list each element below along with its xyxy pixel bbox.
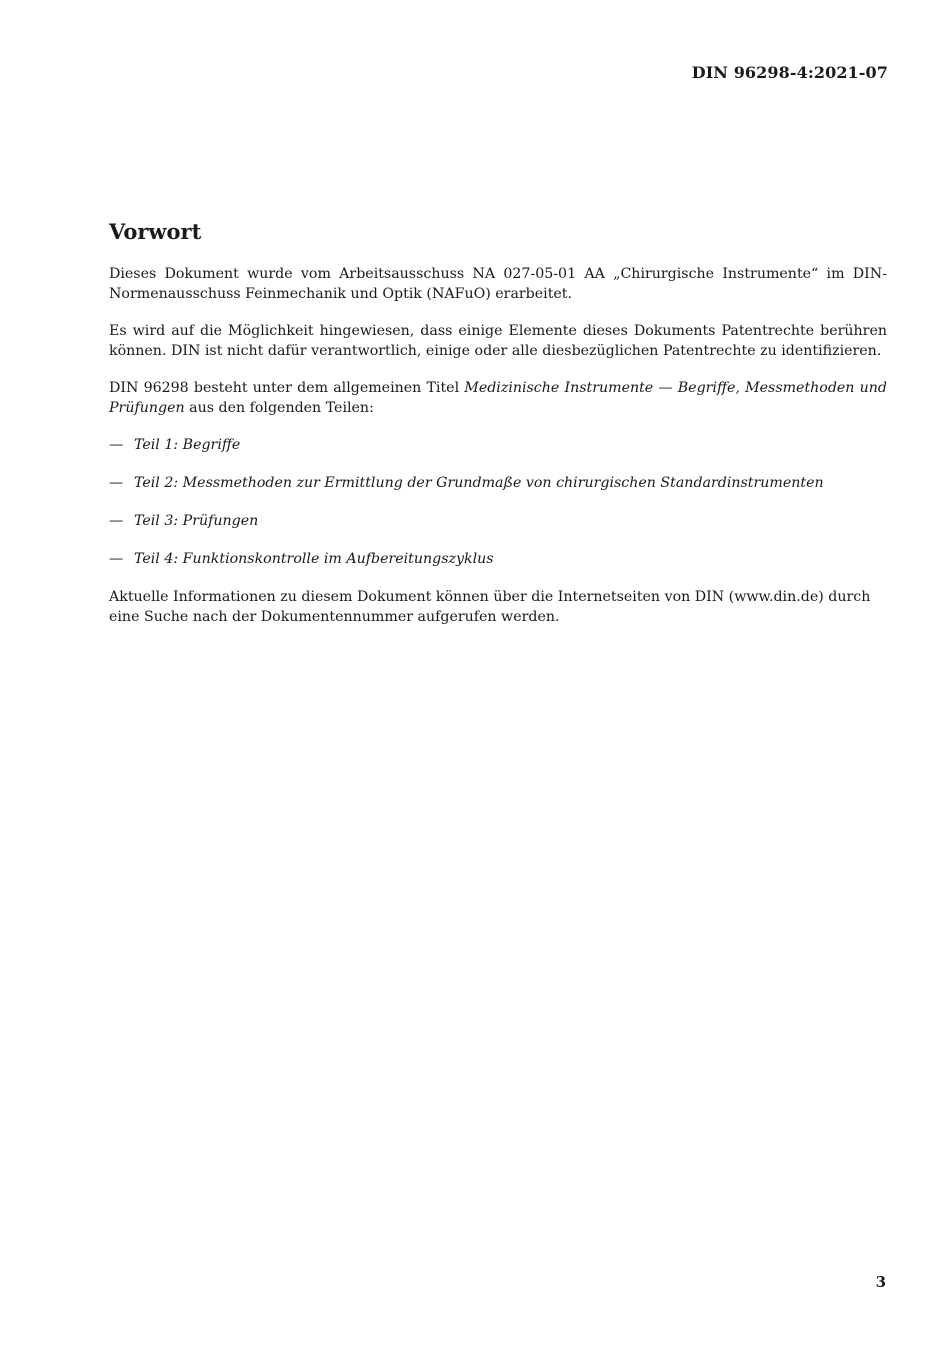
part-label: Teil 2: Messmethoden zur Ermittlung der Grundmaße von chirurgischen Standardinstrumenten [134,475,824,491]
general-title: Medizinische Instrumente — Begriffe, Messmethoden und Prüfungen [109,380,887,416]
dash-bullet: — [109,437,124,453]
parts-intro-suffix: aus den folgenden Teilen: [184,399,374,416]
part-label: Teil 1: Begriffe [134,437,241,453]
list-item [109,436,887,456]
section-title: Vorwort [109,219,202,244]
page-number: 3 [875,1273,886,1291]
list-item [109,512,887,532]
list-item [109,474,887,494]
list-item [109,550,887,570]
paragraph-patent-notice: Es wird auf die Möglichkeit hingewiesen, dass einige Elemente dieses Dokuments Patentrechte berühren können. DIN ist nicht dafür verantwortlich, einige oder alle diesbezüglichen Patentrechte zu identifizieren. [109,323,887,359]
paragraph-committee: Dieses Dokument wurde vom Arbeitsausschuss NA 027-05-01 AA „Chirurgische Instrumente“ im DIN-Normenausschuss Feinmechanik und Optik (NAFuO) erarbeitet. [109,266,887,302]
dash-bullet: — [109,475,124,491]
paragraph-online-info: Aktuelle Informationen zu diesem Dokument können über die Internetseiten von DIN (www.din.de) durch eine Suche nach der Dokumentennummer aufgerufen werden. [109,589,871,625]
dash-bullet: — [109,551,124,567]
parts-intro-text: DIN 96298 besteht unter dem allgemeinen Titel [109,380,465,396]
document-id: DIN 96298-4:2021-07 [691,63,888,82]
foreword-section [109,218,887,645]
parts-list [109,436,887,570]
part-label: Teil 3: Prüfungen [134,513,259,529]
part-label: Teil 4: Funktionskontrolle im Aufbereitungszyklus [134,551,494,567]
paragraph-parts-intro [109,379,887,418]
dash-bullet: — [109,513,124,529]
